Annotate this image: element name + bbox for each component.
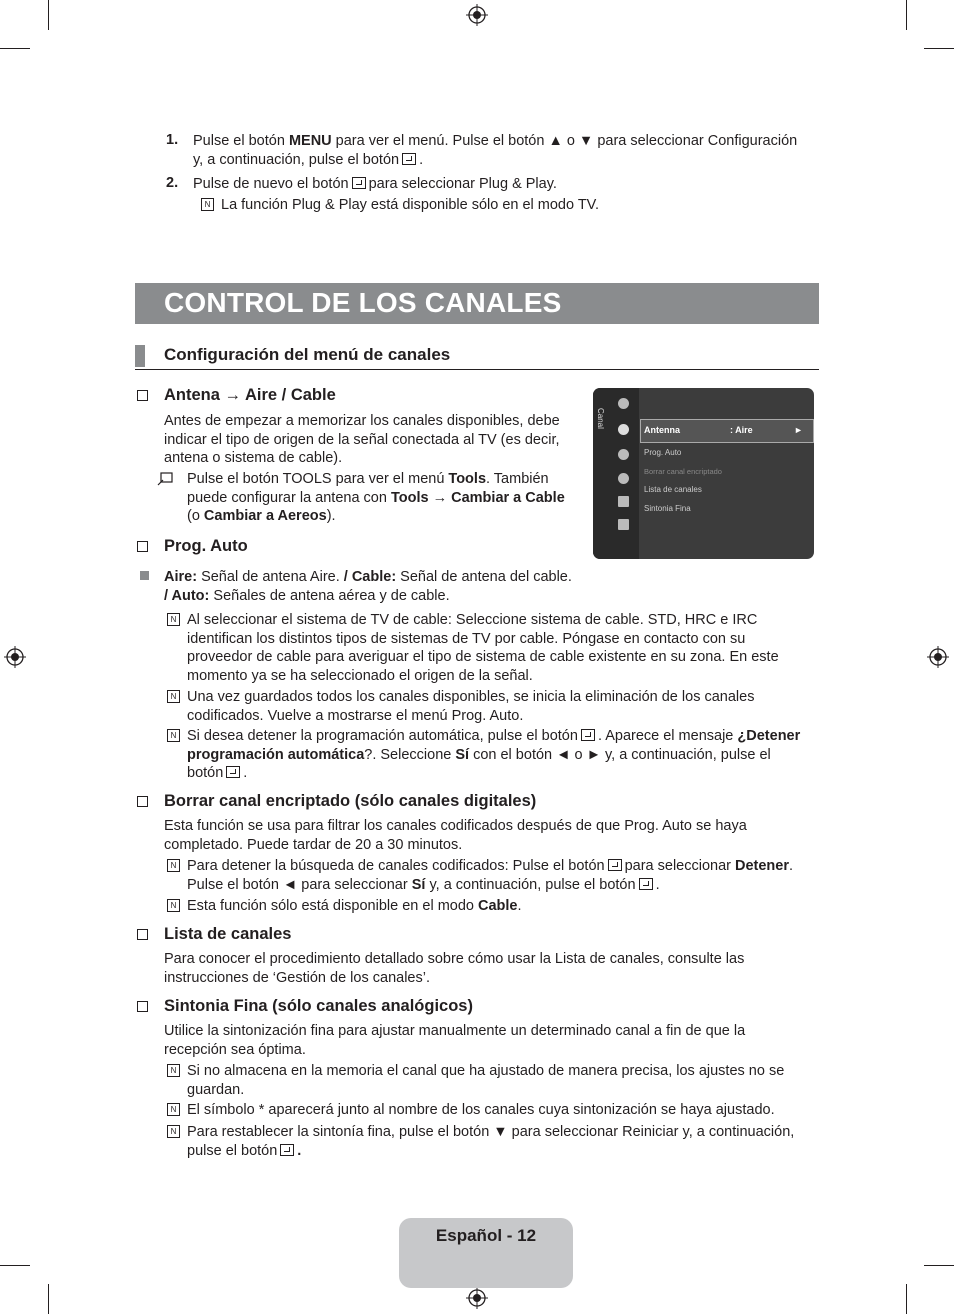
text: Si desea detener la programación automática, pulse el botón <box>187 728 578 744</box>
heading-borrar: Borrar canal encriptado (sólo canales digitales) <box>164 792 537 810</box>
note-icon: N <box>167 613 180 626</box>
osd-item: Prog. Auto <box>644 448 682 457</box>
heading-antena: Antena → Aire / Cable <box>164 386 336 404</box>
sintonia-body <box>164 1022 824 1059</box>
prog-auto-note-3 <box>187 727 827 783</box>
text: completado. Puede tardar de 20 a 30 minutos. <box>164 836 463 853</box>
borrar-note-2 <box>187 897 827 916</box>
crop-mark <box>0 48 30 49</box>
enter-icon <box>608 859 622 871</box>
subsection-title: Configuración del menú de canales <box>164 345 451 364</box>
checkbox-bullet <box>137 390 148 401</box>
enter-icon <box>639 878 653 890</box>
support-icon <box>618 519 629 530</box>
borrar-body <box>164 817 824 854</box>
text: con el botón ◄ o ► y, a continuación, pulse el <box>469 746 771 763</box>
text: Utilice la sintonización fina para ajustar manualmente un determinado canal a fin de que la <box>164 1023 746 1039</box>
text: Cambiar a Cable <box>451 489 565 506</box>
osd-side-label: Canal <box>596 408 605 429</box>
text: / Cable: <box>343 569 397 585</box>
subsection-marker <box>135 345 145 367</box>
input-icon <box>618 473 629 484</box>
text: indicar el tipo de origen de la señal conectada al TV (es decir, <box>164 431 560 448</box>
checkbox-bullet <box>137 541 148 552</box>
enter-icon <box>352 177 366 189</box>
sintonia-note-2: El símbolo * aparecerá junto al nombre de los canales cuya sintonización se haya ajustado. <box>187 1102 775 1118</box>
picture-icon <box>618 398 629 409</box>
text: codificados. Vuelve a mostrarse el menú Prog. Auto. <box>187 707 524 724</box>
text: Cable <box>478 898 518 914</box>
note-icon: N <box>167 690 180 703</box>
text: proveedor de cable para averiguar el tipo de sistema de cable existente en su zona. En este <box>187 649 779 665</box>
text: Si no almacena en la memoria el canal que ha ajustado de manera precisa, los ajustes no se <box>187 1063 785 1079</box>
note-icon: N <box>167 1103 180 1116</box>
text: . <box>655 876 660 893</box>
text: Aire: <box>164 569 198 585</box>
step-note: La función Plug & Play está disponible sólo en el modo TV. <box>221 197 600 213</box>
text: recepción sea óptima. <box>164 1041 306 1058</box>
setup-icon <box>618 449 629 460</box>
text: Al seleccionar el sistema de TV de cable: Seleccione sistema de cable. STD, HRC e IRC <box>187 612 758 628</box>
text: instrucciones de ‘Gestión de los canales’. <box>164 969 430 986</box>
osd-item: Borrar canal encriptado <box>644 467 722 476</box>
crop-mark <box>924 1265 954 1266</box>
osd-menu-screenshot <box>593 388 814 559</box>
prog-auto-note-2 <box>187 688 827 725</box>
text: para seleccionar <box>624 858 735 874</box>
registration-mark-icon <box>466 1287 488 1309</box>
text: programación automática <box>187 746 365 763</box>
text: Pulse de nuevo el botón <box>193 176 349 192</box>
text: Sí <box>455 746 470 763</box>
text: Señales de antena aérea y de cable. <box>209 587 450 604</box>
heading-prog-auto: Prog. Auto <box>164 537 248 555</box>
text: y, a continuación, pulse el botón <box>425 876 636 893</box>
checkbox-bullet <box>137 1001 148 1012</box>
enter-icon <box>581 729 595 741</box>
text: ¿Detener <box>737 728 801 744</box>
registration-mark-icon <box>466 4 488 26</box>
text: Señal de antena Aire. <box>197 569 344 585</box>
note-icon: N <box>167 729 180 742</box>
channel-icon <box>618 424 629 435</box>
text: MENU <box>288 133 332 149</box>
step-text <box>193 175 823 194</box>
text: Antes de empezar a memorizar los canales disponibles, debe <box>164 413 560 429</box>
checkbox-bullet <box>137 796 148 807</box>
text: . <box>243 765 248 781</box>
step-number: 2. <box>166 175 179 191</box>
text: . <box>297 1142 302 1159</box>
osd-selected-value: : Aire <box>730 425 753 435</box>
text: Para restablecer la sintonía fina, pulse el botón ▼ para seleccionar Reiniciar y, a continuación, <box>187 1124 795 1140</box>
crop-mark <box>48 1284 49 1314</box>
checkbox-bullet <box>137 929 148 940</box>
registration-mark-icon <box>4 646 26 668</box>
text: Sí <box>411 876 426 893</box>
section-title: CONTROL DE LOS CANALES <box>164 287 562 318</box>
note-icon: N <box>167 1125 180 1138</box>
antena-body <box>164 412 584 468</box>
text: pulse el botón <box>187 1142 278 1159</box>
text: . Aparece el mensaje <box>597 728 738 744</box>
sintonia-note-3 <box>187 1123 827 1160</box>
osd-selected-label: Antenna <box>644 425 680 435</box>
tools-icon <box>157 472 174 486</box>
enter-icon <box>402 153 416 165</box>
note-icon: N <box>201 198 214 211</box>
text: identifican los distintos tipos de sistemas de TV por cable. Póngase en contacto con su <box>187 630 746 647</box>
text: Para detener la búsqueda de canales codificados: Pulse el botón <box>187 858 605 874</box>
text: Señal de antena del cable. <box>396 569 572 585</box>
note-icon: N <box>167 899 180 912</box>
text: ). <box>326 508 336 524</box>
text: guardan. <box>187 1081 245 1098</box>
osd-arrow-icon: ► <box>794 425 803 435</box>
crop-mark <box>906 0 907 30</box>
text: Tools <box>448 471 487 487</box>
enter-icon <box>280 1144 294 1156</box>
heading-lista: Lista de canales <box>164 925 292 943</box>
text: Esta función se usa para filtrar los canales codificados después de que Prog. Auto se haya <box>164 818 747 834</box>
registration-mark-icon <box>927 646 949 668</box>
crop-mark <box>48 0 49 30</box>
heading-sintonia: Sintonia Fina (sólo canales analógicos) <box>164 997 473 1015</box>
text: Cambiar a Aereos <box>203 508 327 524</box>
enter-icon <box>226 766 240 778</box>
text: ?. Seleccione <box>364 746 456 763</box>
text: Pulse el botón ◄ para seleccionar <box>187 876 412 893</box>
text: (o <box>187 508 204 524</box>
prog-auto-note-1 <box>187 611 827 685</box>
crop-mark <box>0 1265 30 1266</box>
text: . <box>419 151 424 168</box>
text: → <box>428 489 452 506</box>
divider <box>135 369 819 370</box>
text: Tools <box>390 489 429 506</box>
text: . También <box>486 471 549 487</box>
text: momento ya se ha seleccionado el origen de la señal. <box>187 667 533 684</box>
text: para seleccionar Plug & Play. <box>368 176 557 192</box>
text: . <box>517 898 522 914</box>
osd-item: Lista de canales <box>644 485 702 494</box>
text: Pulse el botón TOOLS para ver el menú <box>187 471 449 487</box>
text: antena o sistema de cable). <box>164 450 343 466</box>
step-number: 1. <box>166 132 179 148</box>
note-icon: N <box>167 859 180 872</box>
antena-tools-note <box>187 470 587 526</box>
text: y, a continuación, pulse el botón <box>193 151 400 168</box>
note-icon: N <box>167 1064 180 1077</box>
sintonia-note-1 <box>187 1062 827 1099</box>
text: Detener <box>735 858 789 874</box>
text: Esta función sólo está disponible en el modo <box>187 898 478 914</box>
text: puede configurar la antena con <box>187 489 391 506</box>
step-text <box>193 132 823 169</box>
text: para ver el menú. Pulse el botón ▲ o ▼ para seleccionar Configuración <box>331 133 798 149</box>
borrar-note-1 <box>187 857 827 894</box>
text: / Auto: <box>164 587 210 604</box>
osd-item: Sintonia Fina <box>644 504 691 513</box>
crop-mark <box>906 1284 907 1314</box>
text: botón <box>187 765 224 781</box>
application-icon <box>618 496 629 507</box>
square-bullet <box>140 571 149 580</box>
text: Pulse el botón <box>193 133 289 149</box>
prog-auto-options <box>164 568 604 605</box>
lista-body <box>164 950 824 987</box>
text: . <box>789 858 794 874</box>
text: Una vez guardados todos los canales disponibles, se inicia la eliminación de los canales <box>187 689 755 705</box>
page-number: Español - 12 <box>435 1226 537 1245</box>
crop-mark <box>924 48 954 49</box>
text: Para conocer el procedimiento detallado sobre cómo usar la Lista de canales, consulte las <box>164 951 745 967</box>
